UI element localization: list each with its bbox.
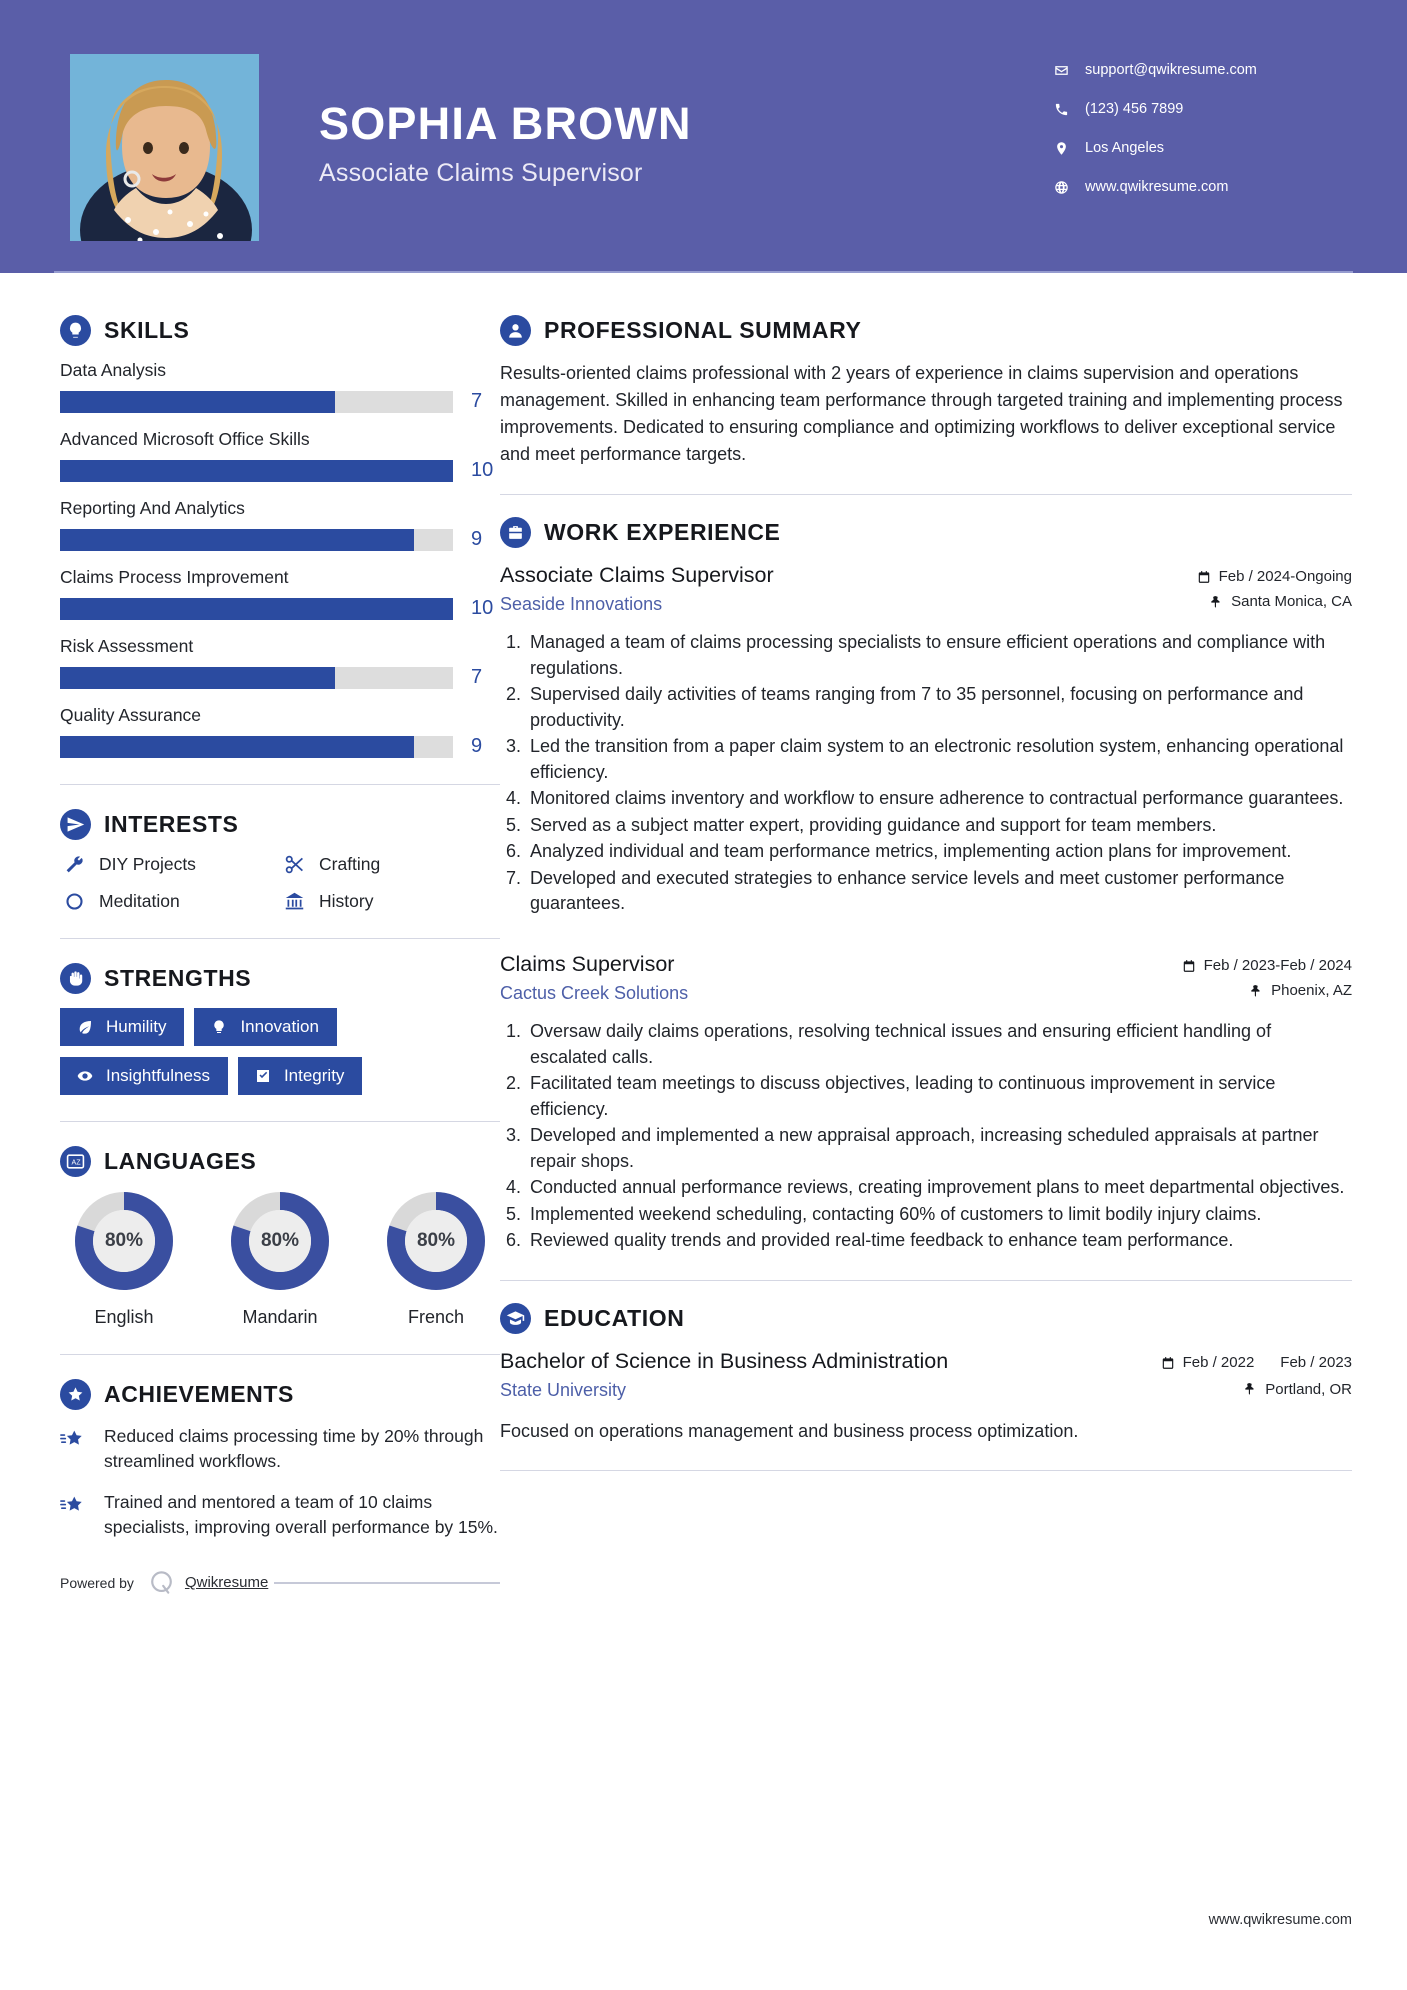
section-interests [60, 809, 500, 912]
strength-tag [194, 1008, 336, 1046]
contact-website[interactable] [1049, 179, 1349, 195]
skill-bar-track [60, 736, 453, 758]
star-badge-icon [60, 1379, 91, 1410]
interest-item [60, 854, 280, 875]
interest-label: Crafting [319, 854, 381, 874]
languages-list [60, 1191, 500, 1328]
education-entry [500, 1348, 1352, 1406]
experience-heading: WORK EXPERIENCE [544, 519, 781, 545]
briefcase-icon [500, 517, 531, 548]
strength-label: Innovation [240, 1017, 319, 1036]
contact-email-value: support@qwikresume.com [1085, 62, 1257, 78]
section-skills [60, 315, 500, 758]
svg-text:Z: Z [76, 1158, 81, 1167]
divider [60, 1354, 500, 1355]
contact-email[interactable] [1049, 62, 1349, 78]
resume-header [0, 0, 1407, 273]
language-donut [230, 1191, 330, 1291]
skill-value: 10 [471, 597, 494, 619]
envelope-icon [1049, 63, 1073, 78]
contact-list [1049, 54, 1349, 218]
job-location [1197, 593, 1352, 610]
achievement-text: Trained and mentored a team of 10 claims specialists, improving overall performance by 15%. [104, 1491, 498, 1537]
skill-item [60, 498, 500, 551]
contact-phone[interactable] [1049, 101, 1349, 117]
skill-name: Risk Assessment [60, 636, 194, 656]
eye-icon [74, 1068, 96, 1084]
header-divider [54, 271, 1353, 273]
job-bullet: 4. Conducted annual performance reviews, creating improvement plans to meet departmental objectives. [526, 1175, 1352, 1201]
skill-bar-fill [60, 460, 453, 482]
job-bullets [500, 1019, 1352, 1254]
interests-heading: INTERESTS [104, 811, 239, 837]
scissors-icon [280, 854, 308, 875]
bank-icon [280, 891, 308, 912]
strengths-list [60, 1008, 500, 1095]
summary-heading: PROFESSIONAL SUMMARY [544, 317, 862, 343]
job-bullets [500, 630, 1352, 917]
job-date-value: Feb / 2024-Ongoing [1218, 568, 1352, 585]
skill-bar-track [60, 598, 453, 620]
sidebar [0, 273, 500, 1596]
job-role: Associate Claims Supervisor [500, 563, 774, 587]
job-company[interactable]: Seaside Innovations [500, 593, 663, 614]
skill-value: 10 [471, 459, 494, 481]
job-bullet: 1. Managed a team of claims processing specialists to ensure efficient operations and compliance with regulations. [526, 630, 1352, 681]
leaf-icon [74, 1019, 96, 1035]
job-dates [1197, 568, 1352, 585]
language-item [216, 1191, 344, 1328]
pin-icon [1249, 984, 1263, 998]
calendar-icon [1197, 570, 1211, 584]
language-percent: 80% [104, 1230, 144, 1251]
skill-value: 9 [471, 528, 483, 550]
lightbulb-icon [60, 315, 91, 346]
summary-text: Results-oriented claims professional with 2 years of experience in claims supervision and operations management. Skilled in enhancing team performance through targeted training and implementing process improvements. Dedicated to ensuring compliance and optimizing workflows to deliver exceptional service and meet performance targets. [500, 363, 1343, 464]
education-heading: EDUCATION [544, 1304, 685, 1331]
education-date-start: Feb / 2022 [1182, 1353, 1255, 1371]
job-location [1182, 982, 1352, 999]
contact-location-value: Los Angeles [1085, 140, 1165, 156]
job-bullet: 6. Analyzed individual and team performance metrics, implementing action plans for improvement. [526, 839, 1352, 865]
achievement-item [60, 1424, 500, 1474]
skill-bar-track [60, 667, 453, 689]
skills-list [60, 360, 500, 758]
education-school[interactable]: State University [500, 1379, 627, 1400]
strength-label: Integrity [283, 1066, 345, 1085]
translate-icon [60, 1146, 91, 1177]
name-block [319, 54, 1049, 188]
wrench-icon [60, 854, 88, 875]
profile-photo [70, 54, 259, 241]
job-entry [500, 562, 1352, 917]
skill-bar-track [60, 391, 453, 413]
achievements-heading: ACHIEVEMENTS [104, 1381, 294, 1407]
svg-text:A: A [71, 1158, 77, 1167]
skill-item [60, 360, 500, 413]
job-location-value: Phoenix, AZ [1271, 982, 1352, 1000]
strength-tag [238, 1057, 362, 1095]
language-name: French [407, 1307, 465, 1327]
language-item [60, 1191, 188, 1328]
footer-powered-by: Powered by [60, 1574, 134, 1591]
divider [500, 1280, 1352, 1281]
strengths-heading: STRENGTHS [104, 965, 252, 991]
interest-item [280, 891, 500, 912]
divider [500, 494, 1352, 495]
divider [60, 1121, 500, 1122]
interests-list [60, 854, 500, 912]
strength-tag [60, 1008, 184, 1046]
job-bullet: 2. Facilitated team meetings to discuss objectives, leading to continuous improvement in service efficiency. [526, 1071, 1352, 1122]
education-date-end: Feb / 2023 [1280, 1353, 1352, 1371]
section-languages [60, 1146, 500, 1328]
job-bullet: 5. Implemented weekend scheduling, contacting 60% of customers to limit bodily injury claims. [526, 1202, 1352, 1228]
language-donut [386, 1191, 486, 1291]
user-icon [500, 315, 531, 346]
job-entry [500, 951, 1352, 1254]
job-bullet: 7. Developed and executed strategies to enhance service levels and meet customer performance guarantees. [526, 866, 1352, 917]
star-icon [60, 1424, 92, 1474]
skill-value: 7 [471, 390, 483, 412]
job-bullet: 4. Monitored claims inventory and workflow to ensure adherence to contractual performance guarantees. [526, 786, 1352, 812]
check-square-icon [252, 1068, 274, 1084]
contact-website-value: www.qwikresume.com [1085, 179, 1229, 195]
phone-icon [1049, 102, 1073, 117]
job-role: Claims Supervisor [500, 952, 675, 977]
divider [500, 1470, 1352, 1471]
interest-label: History [319, 891, 374, 911]
job-bullet: 1. Oversaw daily claims operations, resolving technical issues and ensuring efficient handling of escalated calls. [526, 1019, 1352, 1070]
bulb-icon [208, 1019, 230, 1035]
map-pin-icon [1049, 141, 1073, 156]
language-name: Mandarin [242, 1307, 318, 1327]
education-location-value: Portland, OR [1265, 1380, 1352, 1398]
education-description: Focused on operations management and business process optimization. [500, 1420, 1079, 1441]
footer-rule [274, 1582, 500, 1584]
pin-icon [1209, 595, 1223, 609]
calendar-icon [1182, 959, 1196, 973]
jobs-list [500, 562, 1352, 1254]
section-education [500, 1303, 1352, 1444]
skill-item [60, 567, 500, 620]
graduation-icon [500, 1303, 531, 1334]
skill-name: Data Analysis [60, 360, 167, 380]
strength-label: Insightfulness [106, 1066, 210, 1085]
language-percent: 80% [416, 1230, 456, 1251]
divider [60, 938, 500, 939]
skill-item [60, 429, 500, 482]
skill-bar-track [60, 460, 453, 482]
interest-label: Meditation [99, 891, 180, 911]
pin-icon [1243, 1382, 1257, 1396]
footer-website: www.qwikresume.com [1208, 1912, 1352, 1928]
contact-phone-value: (123) 456 7899 [1085, 101, 1184, 117]
paper-plane-icon [60, 809, 91, 840]
skill-name: Reporting And Analytics [60, 498, 245, 518]
interest-item [60, 891, 280, 912]
main-content [500, 273, 1407, 1928]
strength-label: Humility [106, 1017, 167, 1036]
calendar-icon [1161, 1356, 1175, 1370]
skill-bar-track [60, 529, 453, 551]
footer-branding [60, 1569, 500, 1596]
skill-name: Advanced Microsoft Office Skills [60, 429, 310, 449]
star-icon [60, 1490, 92, 1540]
education-dates [1161, 1354, 1352, 1373]
globe-icon [1049, 180, 1073, 195]
job-date-value: Feb / 2023-Feb / 2024 [1203, 957, 1352, 975]
skill-bar-fill [60, 391, 335, 413]
language-percent: 80% [260, 1230, 300, 1251]
section-achievements [60, 1379, 500, 1539]
skill-bar-fill [60, 529, 414, 551]
education-degree: Bachelor of Science in Business Administration [500, 1348, 949, 1373]
skills-heading: SKILLS [104, 317, 190, 343]
job-bullet: 3. Led the transition from a paper claim system to an electronic resolution system, enhancing operational efficiency. [526, 734, 1352, 785]
section-experience [500, 517, 1352, 1254]
skill-item [60, 705, 500, 758]
skill-name: Quality Assurance [60, 705, 202, 725]
skill-bar-fill [60, 598, 453, 620]
achievement-text: Reduced claims processing time by 20% through streamlined workflows. [104, 1426, 484, 1471]
job-bullet: 2. Supervised daily activities of teams ranging from 7 to 35 personnel, focusing on performance and productivity. [526, 682, 1352, 733]
section-summary [500, 315, 1352, 468]
job-company[interactable]: Cactus Creek Solutions [500, 982, 689, 1003]
job-dates [1182, 957, 1352, 974]
divider [60, 784, 500, 785]
footer-brand-link[interactable]: Qwikresume [184, 1574, 269, 1592]
candidate-name: SOPHIA BROWN [319, 98, 692, 149]
candidate-title: Associate Claims Supervisor [319, 159, 643, 188]
language-item [372, 1191, 500, 1328]
achievements-list [60, 1424, 500, 1539]
skill-bar-fill [60, 736, 414, 758]
skill-name: Claims Process Improvement [60, 567, 289, 587]
skill-value: 7 [471, 666, 483, 688]
section-strengths [60, 963, 500, 1095]
job-bullet: 3. Developed and implemented a new appraisal approach, increasing scheduled appraisals at partner repair shops. [526, 1123, 1352, 1174]
job-bullet: 6. Reviewed quality trends and provided real-time feedback to enhance team performance. [526, 1228, 1352, 1254]
circle-icon [60, 891, 88, 912]
job-location-value: Santa Monica, CA [1231, 593, 1352, 610]
strength-tag [60, 1057, 228, 1095]
qwikresume-logo-icon [148, 1569, 175, 1596]
contact-location [1049, 140, 1349, 156]
skill-value: 9 [471, 735, 483, 757]
languages-heading: LANGUAGES [104, 1148, 257, 1174]
job-bullet: 5. Served as a subject matter expert, providing guidance and support for team members. [526, 813, 1352, 839]
language-donut [74, 1191, 174, 1291]
skill-bar-fill [60, 667, 335, 689]
interest-item [280, 854, 500, 875]
interest-label: DIY Projects [99, 854, 196, 874]
skill-item [60, 636, 500, 689]
fist-icon [60, 963, 91, 994]
achievement-item [60, 1490, 500, 1540]
language-name: English [94, 1307, 154, 1327]
education-location [1161, 1381, 1352, 1398]
